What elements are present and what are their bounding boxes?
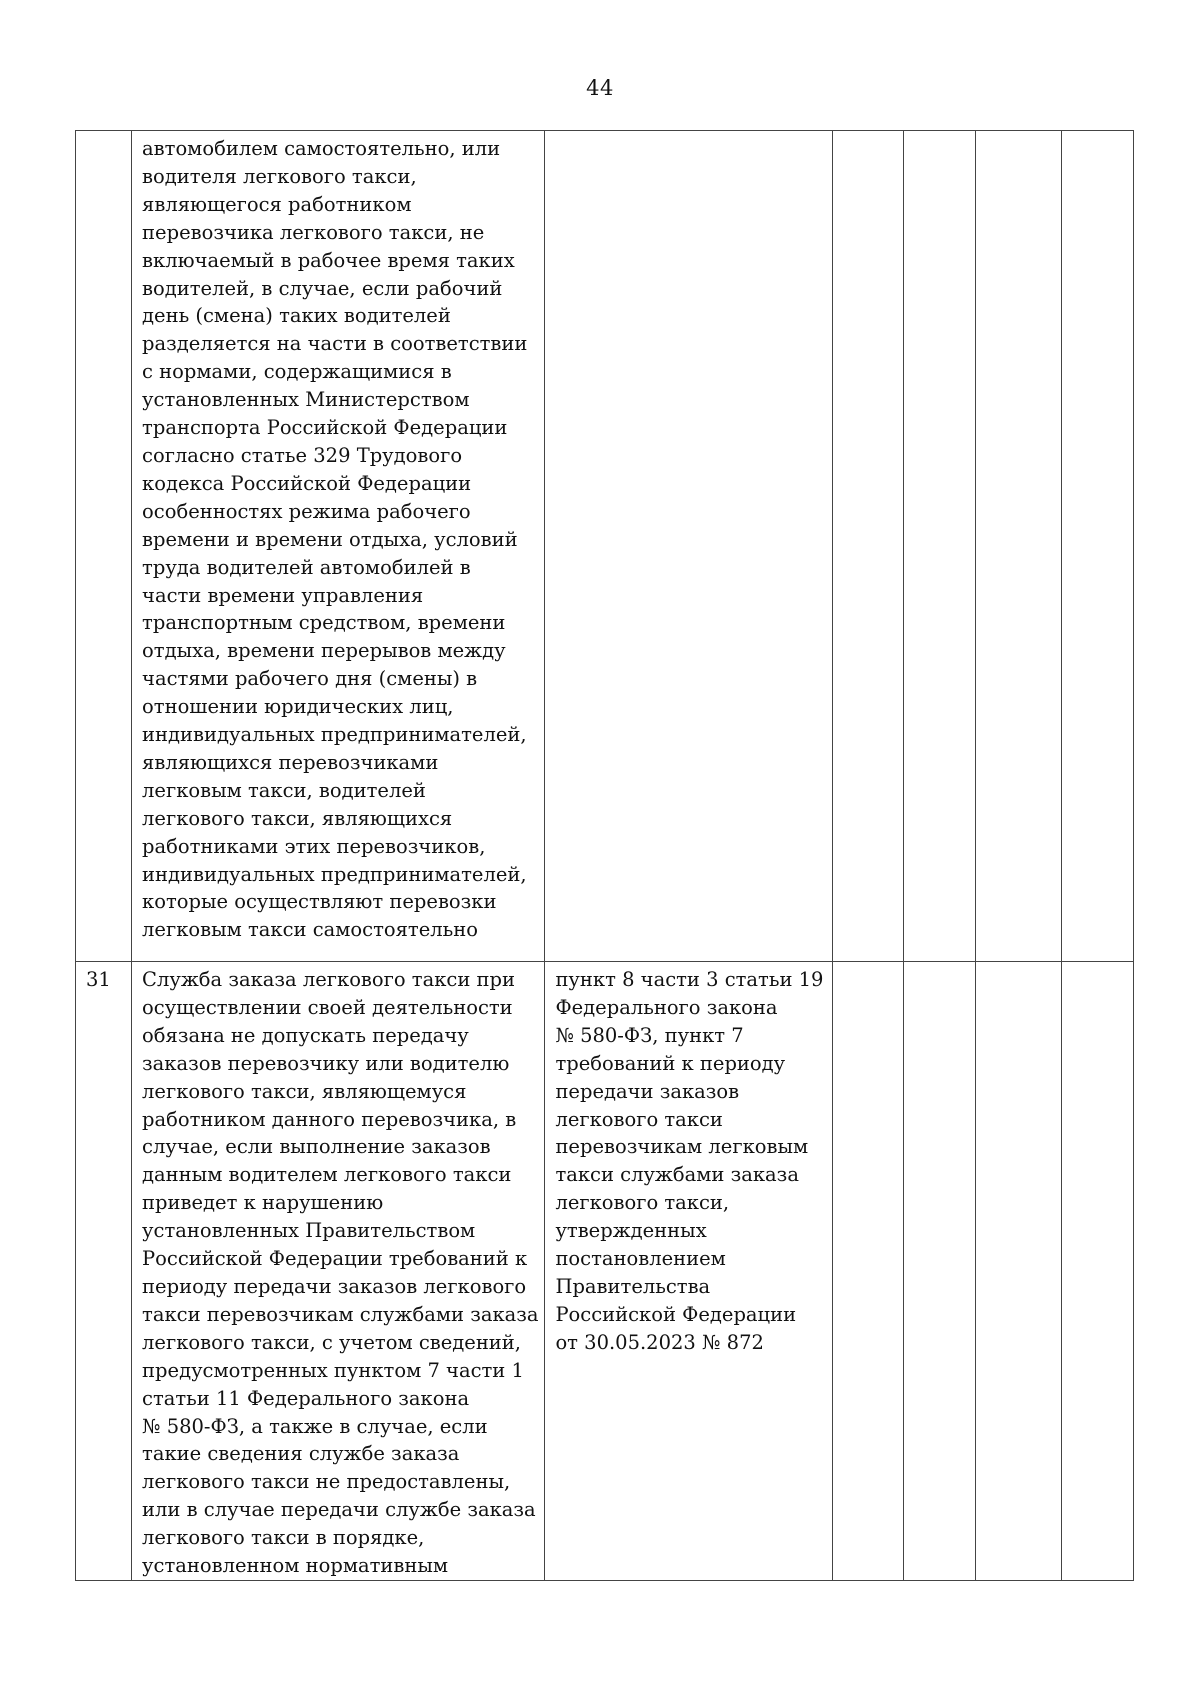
text-line: периоду передачи заказов легкового <box>142 1274 527 1298</box>
text-line: согласно статье 329 Трудового <box>142 443 463 467</box>
text-line: легкового такси, являющемуся <box>142 1079 467 1103</box>
text-line: или в случае передачи службе заказа <box>142 1498 536 1522</box>
reference-text <box>545 131 831 135</box>
text-line: части времени управления <box>142 583 424 607</box>
empty-cell <box>975 131 1061 962</box>
text-line: Правительства <box>555 1274 711 1298</box>
text-line: перевозчикам легковым <box>555 1135 809 1159</box>
text-line: кодекса Российской Федерации <box>142 471 472 495</box>
requirements-table <box>75 130 1134 1581</box>
text-line: легкового такси <box>555 1107 723 1131</box>
row-number <box>76 131 131 135</box>
text-line: водителя легкового такси, <box>142 164 417 188</box>
text-line: приведет к нарушению <box>142 1191 384 1215</box>
text-line: такси службами заказа <box>555 1163 799 1187</box>
text-line: данным водителем легкового такси <box>142 1163 512 1187</box>
text-line: которые осуществляют перевозки <box>142 890 497 914</box>
table-row <box>76 131 1134 962</box>
empty-cell <box>975 962 1061 1581</box>
text-line: Федерального закона <box>555 995 778 1019</box>
text-line: № 580-ФЗ, пункт 7 <box>555 1023 744 1047</box>
empty-cell <box>903 962 975 1581</box>
empty-cell <box>832 131 903 962</box>
text-line: такси перевозчикам службами заказа <box>142 1302 539 1326</box>
text-line: статьи 11 Федерального закона <box>142 1386 470 1410</box>
empty-cell <box>832 962 903 1581</box>
text-line: отношении юридических лиц, <box>142 695 454 719</box>
text-line: утвержденных <box>555 1219 707 1243</box>
text-line: работником данного перевозчика, в <box>142 1107 517 1131</box>
text-line: перевозчика легкового такси, не <box>142 220 485 244</box>
empty-cell <box>1061 131 1133 962</box>
text-line: транспорта Российской Федерации <box>142 416 508 440</box>
text-line: труда водителей автомобилей в <box>142 555 471 579</box>
text-line: являющихся перевозчиками <box>142 750 439 774</box>
text-line: предусмотренных пунктом 7 части 1 <box>142 1358 524 1382</box>
text-line: разделяется на части в соответствии <box>142 332 528 356</box>
text-line: частями рабочего дня (смены) в <box>142 667 478 691</box>
text-line: транспортным средством, времени <box>142 611 506 635</box>
text-line: пункт 8 части 3 статьи 19 <box>555 968 824 991</box>
table-row <box>76 962 1134 1581</box>
text-line: легковым такси, водителей <box>142 778 426 802</box>
text-line: работниками этих перевозчиков, <box>142 834 486 858</box>
row-number: 31 <box>86 968 111 991</box>
text-line: Российской Федерации <box>555 1302 797 1326</box>
text-line: отдыха, времени перерывов между <box>142 639 506 663</box>
reference-cell <box>545 131 832 962</box>
text-line: установленном нормативным <box>142 1554 449 1578</box>
text-line: легкового такси не предоставлены, <box>142 1470 511 1494</box>
text-line: от 30.05.2023 № 872 <box>555 1330 764 1354</box>
text-line: установленных Министерством <box>142 388 470 412</box>
requirement-cell <box>132 131 545 962</box>
empty-cell <box>903 131 975 962</box>
reference-cell <box>545 962 832 1581</box>
text-line: осуществлении своей деятельности <box>142 995 513 1019</box>
text-line: Служба заказа легкового такси при <box>142 968 516 991</box>
text-line: легкового такси в порядке, <box>142 1526 425 1550</box>
text-line: легкового такси, с учетом сведений, <box>142 1330 522 1354</box>
text-line: водителей, в случае, если рабочий <box>142 276 503 300</box>
requirement-text <box>132 131 544 944</box>
text-line: такие сведения службе заказа <box>142 1442 460 1466</box>
requirement-text <box>132 962 544 1580</box>
page-number: 44 <box>586 76 614 100</box>
text-line: обязана не допускать передачу <box>142 1023 469 1047</box>
text-line: заказов перевозчику или водителю <box>142 1051 510 1075</box>
text-line: включаемый в рабочее время таких <box>142 248 515 272</box>
text-line: случае, если выполнение заказов <box>142 1135 491 1159</box>
text-line: требований к периоду <box>555 1051 786 1075</box>
text-line: легкового такси, являющихся <box>142 806 453 830</box>
text-line: передачи заказов <box>555 1079 740 1103</box>
text-line: установленных Правительством <box>142 1219 476 1243</box>
text-line: с нормами, содержащимися в <box>142 360 452 384</box>
text-line: индивидуальных предпринимателей, <box>142 862 527 886</box>
text-line: Российской Федерации требований к <box>142 1247 528 1271</box>
text-line: день (смена) таких водителей <box>142 304 451 328</box>
text-line: автомобилем самостоятельно, или <box>142 137 501 160</box>
text-line: особенностях режима рабочего <box>142 499 471 523</box>
row-number-cell <box>76 131 132 962</box>
text-line: индивидуальных предпринимателей, <box>142 723 527 747</box>
text-line: № 580-ФЗ, а также в случае, если <box>142 1414 488 1438</box>
text-line: легкового такси, <box>555 1191 730 1215</box>
requirement-cell <box>132 962 545 1581</box>
text-line: постановлением <box>555 1247 726 1271</box>
text-line: являющегося работником <box>142 192 412 216</box>
text-line: времени и времени отдыха, условий <box>142 527 518 551</box>
empty-cell <box>1061 962 1133 1581</box>
row-number-cell <box>76 962 132 1581</box>
text-line: легковым такси самостоятельно <box>142 918 478 942</box>
reference-text <box>545 962 831 1357</box>
